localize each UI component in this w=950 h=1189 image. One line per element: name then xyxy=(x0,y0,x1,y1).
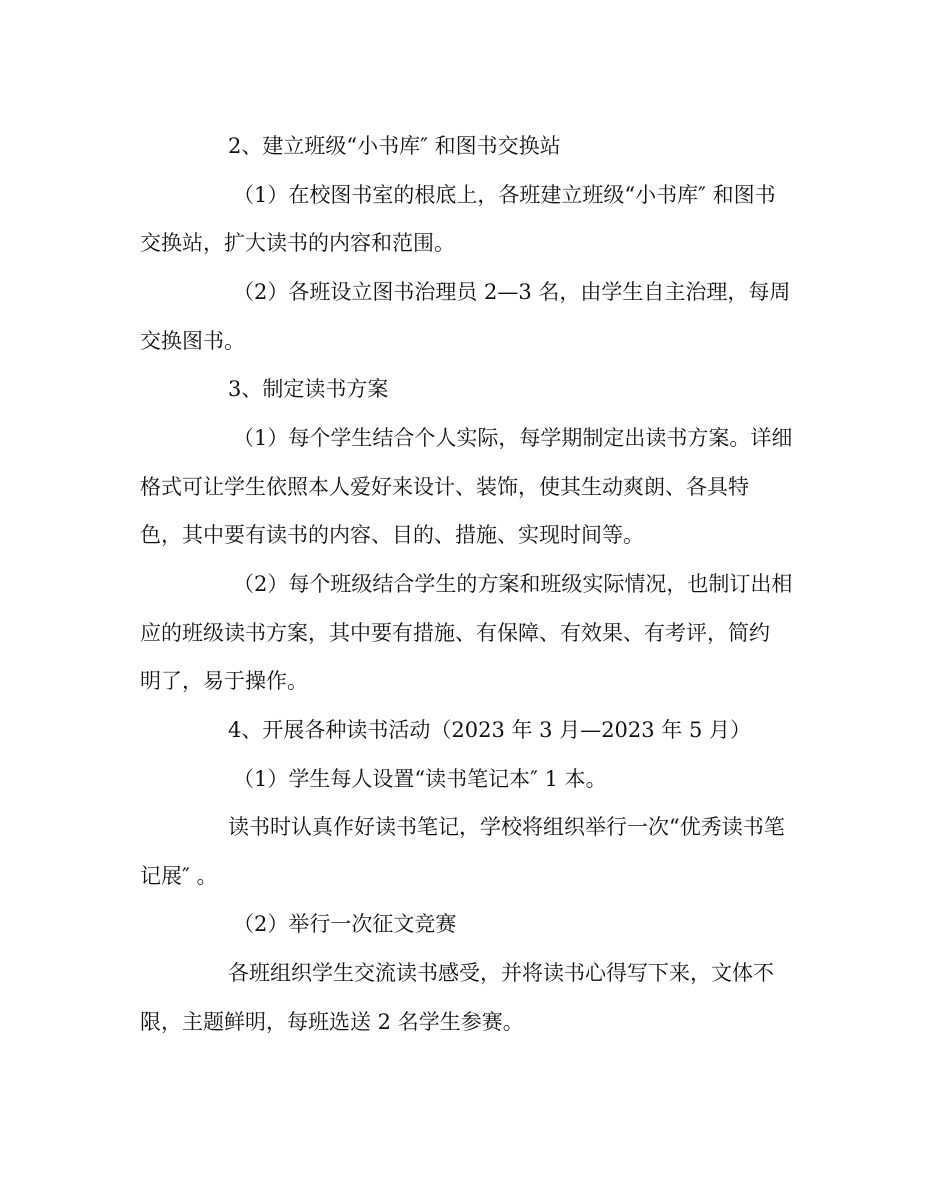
paragraph-line: 读书时认真作好读书笔记，学校将组织举行一次“优秀读书笔 xyxy=(228,815,785,839)
paragraph-line: 限，主题鲜明，每班选送 2 名学生参赛。 xyxy=(140,1010,524,1034)
paragraph-line: （2）各班设立图书治理员 2—3 名，由学生自主治理，每周 xyxy=(233,280,791,304)
paragraph-line: 交换图书。 xyxy=(140,329,245,353)
section-heading-4: 4、开展各种读书活动（2023 年 3 月—2023 年 5 月） xyxy=(228,718,752,742)
paragraph-line: 记展″ 。 xyxy=(140,864,218,888)
paragraph-line: 交换站，扩大读书的内容和范围。 xyxy=(140,231,455,255)
paragraph-line: 色，其中要有读书的内容、目的、措施、实现时间等。 xyxy=(140,523,644,547)
paragraph-line: 明了，易于操作。 xyxy=(140,669,308,693)
paragraph-line: （2）每个班级结合学生的方案和班级实际情况，也制订出相 xyxy=(233,572,793,596)
paragraph-line: 各班组织学生交流读书感受，并将读书心得写下来，文体不 xyxy=(228,961,774,985)
paragraph-line: （1）每个学生结合个人实际，每学期制定出读书方案。详细 xyxy=(233,426,793,450)
section-heading-3: 3、制定读书方案 xyxy=(228,377,389,401)
paragraph-line: （2）举行一次征文竞赛 xyxy=(233,912,457,936)
paragraph-line: （1）学生每人设置“读书笔记本″ 1 本。 xyxy=(233,767,607,791)
paragraph-line: 应的班级读书方案，其中要有措施、有保障、有效果、有考评，简约 xyxy=(140,621,770,645)
paragraph-line: （1）在校图书室的根底上，各班建立班级“小书库″ 和图书 xyxy=(233,183,776,207)
paragraph-line: 格式可让学生依照本人爱好来设计、装饰，使其生动爽朗、各具特 xyxy=(140,475,749,499)
section-heading-2: 2、建立班级“小书库″ 和图书交换站 xyxy=(228,134,561,158)
